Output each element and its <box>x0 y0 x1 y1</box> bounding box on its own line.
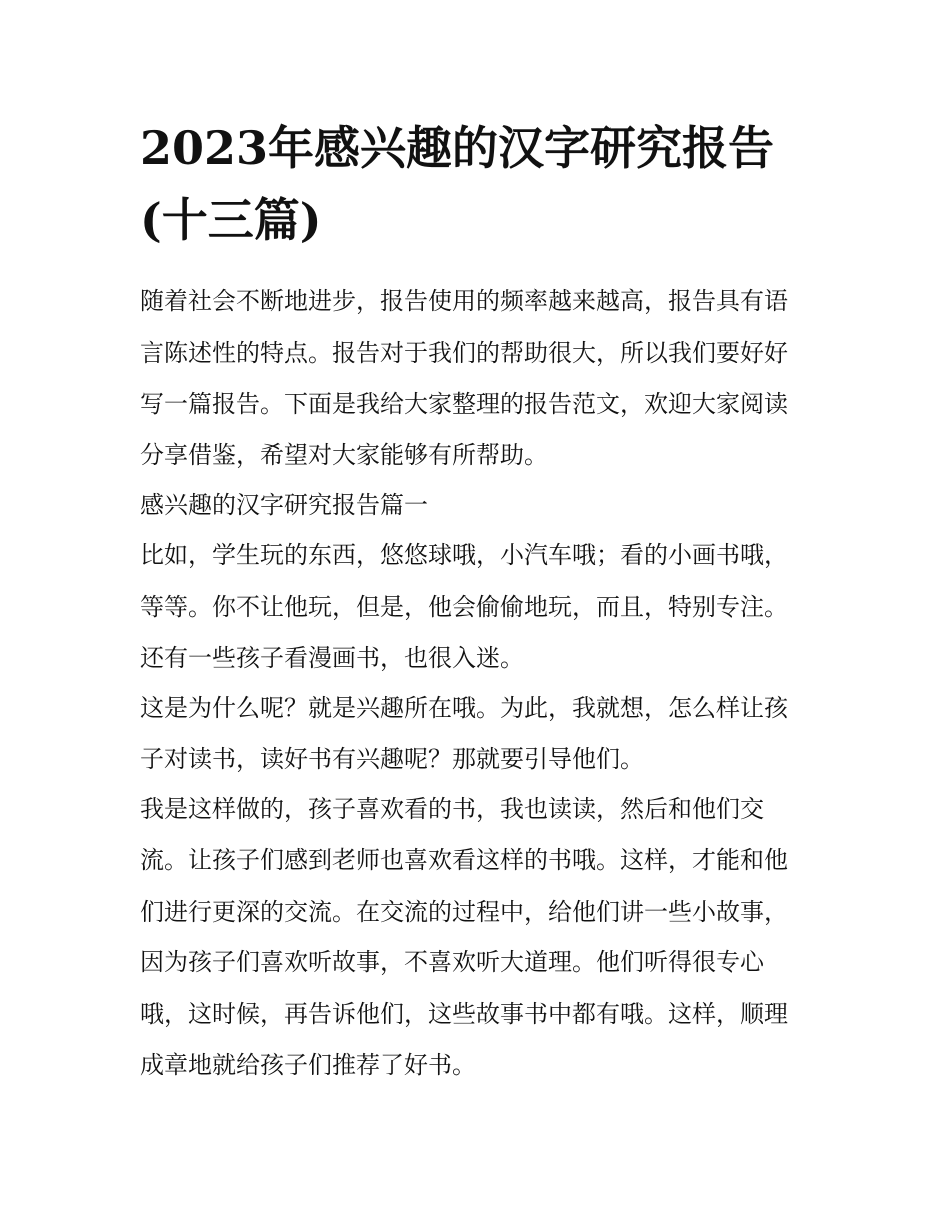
para2-line-2: 子对读书，读好书有兴趣呢？那就要引导他们。 <box>140 745 644 773</box>
para2-line-1: 这是为什么呢？就是兴趣所在哦。为此，我就想，怎么样让孩 <box>140 694 788 722</box>
intro-line-2: 言陈述性的特点。报告对于我们的帮助很大，所以我们要好好 <box>140 339 788 367</box>
para1-line-3: 还有一些孩子看漫画书，也很入迷。 <box>140 644 524 672</box>
para3-line-1: 我是这样做的，孩子喜欢看的书，我也读读，然后和他们交 <box>140 795 764 823</box>
para3-line-5: 哦，这时候，再告诉他们，这些故事书中都有哦。这样，顺理 <box>140 1000 788 1028</box>
para3-line-6: 成章地就给孩子们推荐了好书。 <box>140 1051 476 1079</box>
intro-line-1: 随着社会不断地进步，报告使用的频率越来越高，报告具有语 <box>140 287 788 315</box>
document-title <box>140 112 820 256</box>
title-line-1: 2023年感兴趣的汉字研究报告 <box>140 121 775 175</box>
para1-line-2: 等等。你不让他玩，但是，他会偷偷地玩，而且，特别专注。 <box>140 593 788 621</box>
title-line-2: (十三篇) <box>140 193 322 247</box>
intro-line-3: 写一篇报告。下面是我给大家整理的报告范文，欢迎大家阅读 <box>140 390 788 418</box>
para3-line-2: 流。让孩子们感到老师也喜欢看这样的书哦。这样，才能和他 <box>140 846 788 874</box>
para3-line-3: 们进行更深的交流。在交流的过程中，给他们讲一些小故事， <box>140 898 788 926</box>
para3-line-4: 因为孩子们喜欢听故事，不喜欢听大道理。他们听得很专心 <box>140 948 764 976</box>
para1-line-1: 比如，学生玩的东西，悠悠球哦，小汽车哦；看的小画书哦， <box>140 541 788 569</box>
section-heading: 感兴趣的汉字研究报告篇一 <box>140 491 428 519</box>
intro-line-4: 分享借鉴，希望对大家能够有所帮助。 <box>140 441 548 469</box>
